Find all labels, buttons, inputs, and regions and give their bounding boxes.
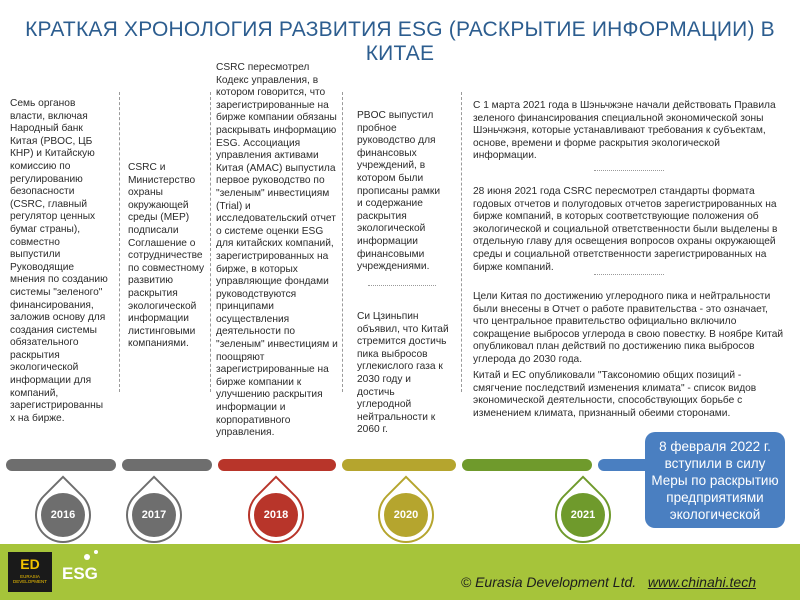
- year-marker-2018: [248, 487, 304, 543]
- text-2020-xi: Си Цзиньпин объявил, что Китай стремится достичь пика выбросов углекислого газа к 2030 году и достичь углеродной нейтральности к 2060 г.: [357, 311, 449, 436]
- footer-company: © Eurasia Development Ltd.: [460, 574, 637, 590]
- esg-dot-icon: [84, 554, 90, 560]
- footer-band: [0, 544, 800, 600]
- esg-mark: ESG: [62, 564, 98, 583]
- year-marker-2017: [126, 487, 182, 543]
- callout-line-3: Меры по раскрытию: [651, 473, 779, 488]
- separator-2020: [368, 285, 436, 286]
- footer-url[interactable]: www.chinahi.tech: [647, 574, 756, 590]
- separator-2021-b: [594, 274, 664, 275]
- esg-logo-icon: [62, 554, 106, 594]
- text-2020-pboc: PBOC выпустил пробное руководство для финансовых учреждений, в котором были прописаны рамки и содержание раскрытия экологической информации финансовыми учреждениями.: [357, 110, 441, 273]
- timeline-segment-gray-2: [122, 459, 212, 471]
- text-2021-shenzhen: С 1 марта 2021 года в Шэньчжэне начали действовать Правила зеленого финансирования специальной экономической зоны Шэньчжэня, которые устанавливают требования к субъектам, основе, времени и форме раскрытия экологической информации.: [473, 100, 776, 162]
- separator-2021-a: [594, 170, 664, 171]
- callout-line-5: экологической: [669, 507, 761, 522]
- year-marker-2021: [555, 487, 611, 543]
- year-label: 2017: [141, 509, 167, 521]
- text-2016: Семь органов власти, включая Народный банк Китая (PBOC, ЦБ КНР) и Китайскую комиссию по регулированию безопасности (CSRC, главный регулятор ценных бумаг страны), совместно выпустили Руководящие мнения по созданию системы "зеленого" финансирования, заложив основу для создания системы обязательного раскрытия экологической информации для компаний, зарегистрированны х на бирже.: [10, 98, 108, 424]
- ed-mark: ED: [20, 556, 40, 572]
- year-label: 2016: [50, 509, 76, 521]
- eurasia-logo-icon: [8, 552, 52, 592]
- divider-1: [119, 92, 120, 392]
- text-2017: CSRC и Министерство охраны окружающей среды (MEP) подписали Соглашение о сотрудничестве по совместному развитию раскрытия экологической информации листинговыми компаниями.: [128, 162, 205, 350]
- timeline-segment-red: [218, 459, 336, 471]
- ed-sub: EURASIA DEVELOPMENT: [12, 574, 47, 584]
- divider-3: [342, 92, 343, 392]
- callout-line-2: вступили в силу: [664, 456, 766, 471]
- text-2021-taxonomy: Китай и ЕС опубликовали "Таксономию общих позиций - смягчение последствий изменения климата" - список видов экономической деятельности, способствующих борьбе с изменением климата, признанный обеими сторонами.: [473, 370, 757, 419]
- divider-4: [461, 92, 462, 392]
- divider-2: [210, 92, 211, 392]
- year-label: 2018: [263, 509, 289, 521]
- text-2018: CSRC пересмотрел Кодекс управления, в котором говорится, что зарегистрированные на бирже компании обязаны раскрывать информацию ESG. Ассоциация управления активами Китая (AMAC) выпустила первое руководство по "зеленым" инвестициям (Trial) и исследовательский отчет о системе оценки ESG для китайских компаний, зарегистрированных на бирже, в которых управляющие фондами руководствуются принципами осуществления деятельности по "зеленым" инвестициям и поощряют зарегистрированные на бирже компании к улучшению раскрытия информации и корпоративного управления.: [216, 62, 338, 439]
- text-2021-carbon: Цели Китая по достижению углеродного пика и нейтральности были внесены в Отчет о работе правительства - это означает, что центральное правительство официально включило сокращение выбросов углерода в свою повестку. В ноябре Китай опубликовал план действий по достижению пика выбросов углерода до 2030 года.: [473, 291, 784, 365]
- timeline-segment-olive: [342, 459, 456, 471]
- esg-dot-icon: [94, 550, 98, 554]
- callout-line-1: 8 февраля 2022 г.: [659, 439, 771, 454]
- timeline-segment-gray: [6, 459, 116, 471]
- timeline-segment-green: [462, 459, 592, 471]
- page-title: КРАТКАЯ ХРОНОЛОГИЯ РАЗВИТИЯ ESG (РАСКРЫТИЕ ИНФОРМАЦИИ) В КИТАЕ: [25, 18, 775, 65]
- text-2021-csrc: 28 июня 2021 года CSRC пересмотрел стандарты формата годовых отчетов и полугодовых отчетов зарегистрированных на бирже компаний, в которых соответствующие положения об экологической и социальной ответственности были выделены в отдельную главу для освещения вопросов охраны окружающей среды и социальной ответственности зарегистрированных на бирже компаний.: [473, 186, 778, 273]
- year-marker-2016: [35, 487, 91, 543]
- year-marker-2020: [378, 487, 434, 543]
- footer-credit: [461, 574, 756, 590]
- year-label: 2021: [570, 509, 596, 521]
- callout-line-4: предприятиями: [666, 490, 764, 505]
- year-label: 2020: [393, 509, 419, 521]
- callout-2022: [645, 432, 785, 528]
